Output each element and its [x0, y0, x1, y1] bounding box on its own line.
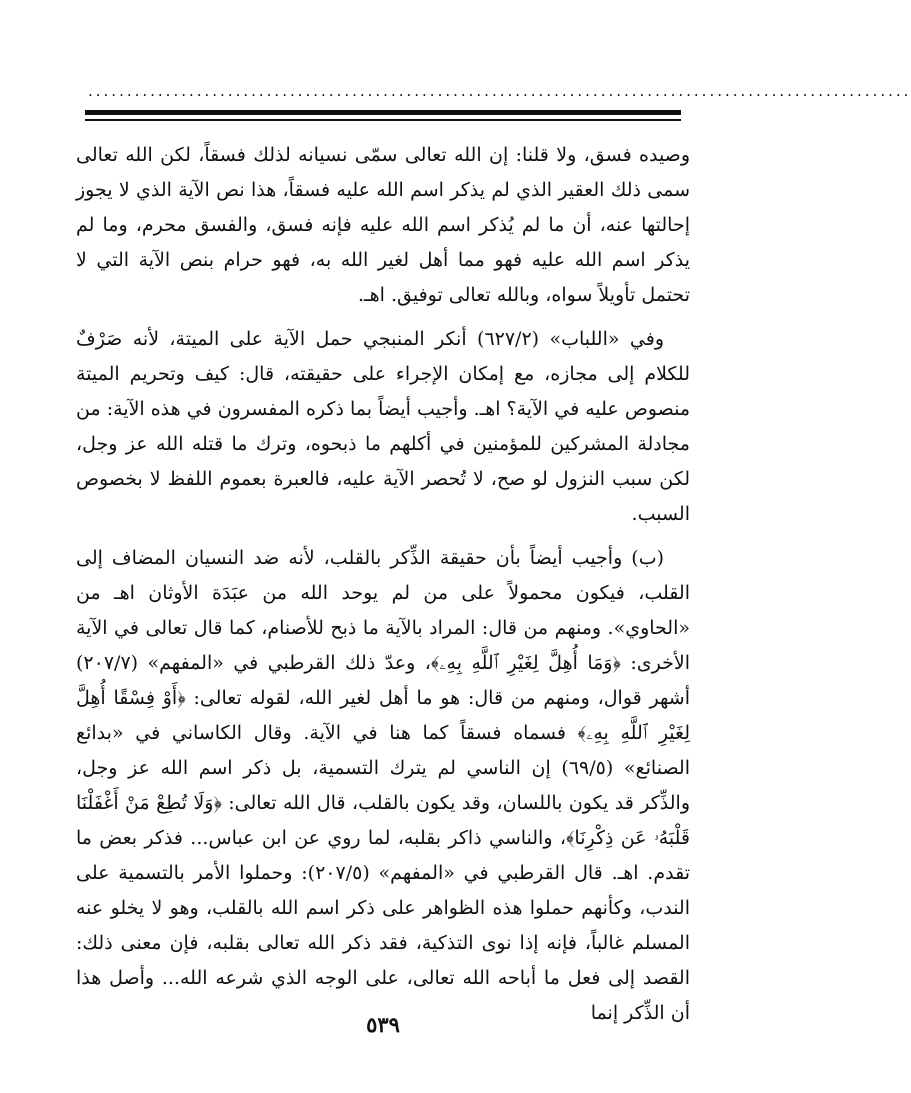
page-body	[76, 138, 690, 1024]
paragraph-2: وفي «اللباب» (٦٢٧/٢) أنكر المنبجي حمل الآية على الميتة، لأنه صَرْفٌ للكلام إلى مجازه، مع إمكان الإجراء على حقيقته، قال: كيف وتحريم الميتة منصوص عليه في الآية؟ اهـ. وأجيب أيضاً بما ذكره المفسرون في هذه الآية: من مجادلة المشركين للمؤمنين في أكلهم ما ذبحوه، وترك ما قتله الله عز وجل، لكن سبب النزول لو صح، لا تُحصر الآية عليه، فالعبرة بعموم اللفظ لا بخصوص السبب.	[76, 328, 690, 525]
header-dotted-line: ..........................................................................................................	[88, 82, 911, 100]
paragraph-1: وصيده فسق، ولا قلنا: إن الله تعالى سمّى نسيانه لذلك فسقاً، لكن الله تعالى سمى ذلك العقير الذي لم يذكر اسم الله عليه فسقاً، هذا نص الآية الذي لا يجوز إحالتها عنه، أن ما لم يُذكر اسم الله عليه فإنه فسق، والفسق محرم، وما لم يذكر اسم الله عليه فهو مما أهل لغير الله به، فهو حرام بنص الآية التي لا تحتمل تأويلاً سواه، وبالله تعالى توفيق. اهـ.	[76, 144, 690, 306]
paragraph-3: (ب) وأجيب أيضاً بأن حقيقة الذِّكر بالقلب، لأنه ضد النسيان المضاف إلى القلب، فيكون محمولاً على من لم يوحد الله من عبَدَة الأوثان اهـ من «الحاوي». ومنهم من قال: المراد بالآية ما ذبح للأصنام، كما قال تعالى في الآية الأخرى: ﴿وَمَا أُهِلَّ لِغَيْرِ ٱللَّهِ بِهِۦ﴾، وعدّ ذلك القرطبي في «المفهم» (٢٠٧/٧) أشهر قوال، ومنهم من قال: هو ما أهل لغير الله، لقوله تعالى: ﴿أَوْ فِسْقًا أُهِلَّ لِغَيْرِ ٱللَّهِ بِهِۦ﴾ فسماه فسقاً كما هنا في الآية. وقال الكاساني في «بدائع الصنائع» (٦٩/٥) إن الناسي لم يترك التسمية، بل ذكر اسم الله عز وجل، والذِّكر قد يكون باللسان، وقد يكون بالقلب، قال الله تعالى: ﴿وَلَا تُطِعْ مَنْ أَغْفَلْنَا قَلْبَهُۥ عَن ذِكْرِنَا﴾، والناسي ذاكر بقلبه، لما روي عن ابن عباس... فذكر بعض ما تقدم. اهـ. قال القرطبي في «المفهم» (٢٠٧/٥): وحملوا الأمر بالتسمية على الندب، وكأنهم حملوا هذه الظواهر على ذكر اسم الله بالقلب، وهو لا يخلو عنه المسلم غالباً، فإنه إذا نوى التذكية، فقد ذكر الله تعالى بقلبه، فإن معنى ذلك: القصد إلى فعل ما أباحه الله تعالى، على الوجه الذي شرعه الله... وأصل هذا أن الذِّكر إنما	[76, 547, 690, 1024]
page-number: ٥٣٩	[366, 1012, 400, 1037]
header-rule-thick	[85, 110, 681, 115]
header-rule-thin	[85, 119, 681, 121]
